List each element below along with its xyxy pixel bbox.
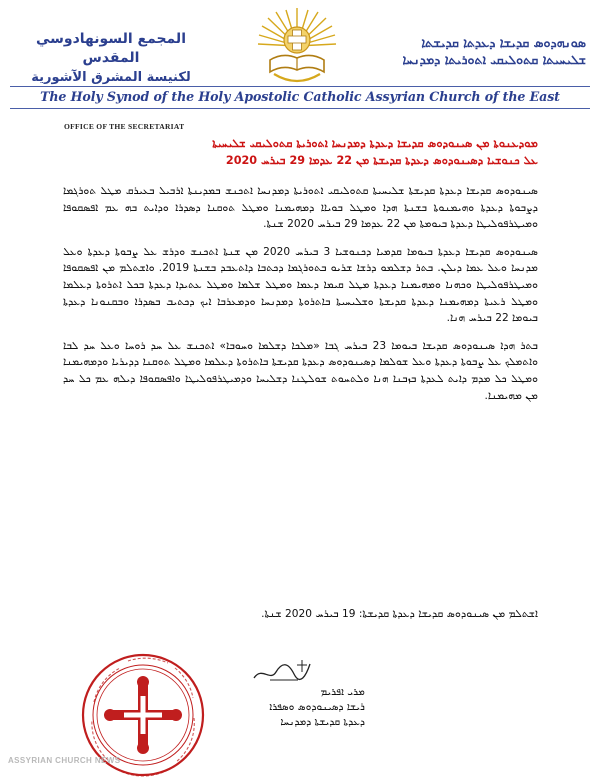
body-paragraph-1: ܣܝܢܘܕܘܣ ܩܕܝܫܐ ܕܥܕܬܐ ܩܕܝܫܬܐ ܫܠܝܚܝܬܐ ܩܬܘܠܝܩܝ ܐܬܘܪܝܬܐ ܕܡܕܢܚܐ ܐܬܟܢܫ ܒܡܕܝܢܬܐ ܐܪܒܝܠ ܒܥܝܪܩ ܡܛܠ ܬܘܪܓܡܐ ܕܨܒܘܬܐ ܕܥܕܬܐ ܘܗܝܡܢܘܬܐ ܒܫܢܬܐ ܗܕܐ ܘܡܛܠ ܒܘܝܐܐ ܕܡܗܝܡܢܐ ܘܡܛܠ ܬܘܩܢܐ ܕܣܕܪܐ ܘܕܐܝܬ ܒܗ ܥܡ ܐܦܣܩܘܦܐ ܘܡܝܛܪܦܘܠܝܛܐ ܕܥܕܬܐ ܒܝܘܡܬܐ ܡܢ 22 ܥܕܡܐ 29 ܒܝܪܚ 2020 ܫܢܬܐ. <box>63 185 538 231</box>
closing-line: ܐܫܬܠܡ ܡܢ ܣܝܢܘܕܘܣ ܩܕܝܫܐ ܕܥܕܬܐ ܩܕܝܫܬܐ: 19 ܒܝܪܚ 2020 ܫܢܬܐ. <box>261 608 538 620</box>
handwritten-signature <box>250 656 314 686</box>
signature-block <box>215 685 365 730</box>
signatory-name: ܡܪܝ ܐܦܪܝܡ <box>320 687 365 698</box>
syriac-header-line1: ܣܘܢܗܕܘܣ ܩܕܝܫܐ ܕܥܕܬܐ ܩܕܝܫܬܐ <box>421 35 586 50</box>
header-rule-bottom <box>10 108 590 109</box>
book-cross-sunburst-icon <box>256 6 338 90</box>
letter-body <box>63 183 538 415</box>
syriac-header <box>376 34 586 68</box>
arabic-header <box>16 30 206 87</box>
office-label: OFFICE OF THE SECRETARIAT <box>64 122 185 131</box>
body-paragraph-3: ܒܬܪ ܗܕܐ ܣܝܢܘܕܘܣ ܩܕܝܫܐ ܒܝܘܡܐ 23 ܒܝܪܚ ܓܒܐ «ܡܠܟܐ ܕܫܠܡܐ ܘܚܘܒܐ» ܐܬܟܢܫ ܥܠ ܚܕ ܪܘܚܐ ܘܥܠ ܚܕ ܠܒܐ ܘܐܬܡܠܟ ܥܠ ܨܒܘܬܐ ܕܥܕܬܐ ܘܥܠ ܫܘܠܡܐ ܕܣܝܢܘܕܘܣ ܕܥܕܬܐ ܩܕܝܫܬܐ ܒܐܬܪܘܬܐ ܕܥܠܡܐ ܘܡܛܠ ܬܘܩܢܐ ܕܕܝܪܝܐ ܘܕܡܗܝܡܢܐ ܘܡܛܠ ܟܠ ܡܕܡ ܕܐܝܬ ܠܥܕܬܐ ܒܙܒܢܐ ܗܢܐ ܘܠܬܚܘܬ ܫܘܠܛܢܐ ܕܫܠܝܚܐ ܘܕܡܝܛܪܦܘܠܝܛܐ ܘܐܦܣܩܘܦܐ ܕܝܠܗ ܥܡ ܟܠ ܚܕ ܡܢ ܡܗܝܡܢܐ. <box>63 339 538 402</box>
signatory-title-line2: ܕܥܕܬܐ ܩܕܝܫܬܐ ܕܡܕܢܚܐ <box>280 717 365 728</box>
arabic-header-line2: لكنيسة المشرق الآشورية <box>31 70 191 85</box>
body-paragraph-2: ܣܝܢܘܕܘܣ ܩܕܝܫܐ ܕܥܕܬܐ ܒܝܘܡܐ ܩܕܡܝܐ ܕܟܢܘܫܝܐ 3 ܒܝܪܚ 2020 ܡܢ ܫܢܬܐ ܐܬܟܢܫ ܘܕܪܫ ܥܠ ܨܒܘܬܐ ܕܥܕܬܐ ܘܥܠ ܡܕܢܚܐ ܘܥܠ ܥܡܐ ܕܝܠܢ. ܒܬܪ ܕܫܠܡܘ ܕܪܫܐ ܫܪܝܘ ܒܬܘܪܓܡܐ ܕܟܬܒܐ ܕܐܬܥܒܕ ܒܫܢܬܐ 2019. ܘܐܫܬܠܡ ܡܢ ܐܦܣܩܘܦܐ ܘܡܝܛܪܦܘܠܝܛܐ ܘܟܗܢܐ ܘܡܗܝܡܢܐ ܕܥܕܬܐ ܡܛܠ ܩܝܡܐ ܕܥܡܐ ܘܡܛܠ ܫܠܡܐ ܘܡܛܠ ܥܬܝܕܐ ܕܥܕܬܐ ܒܟܠ ܐܬܪܘܬܐ ܕܥܠܡܐ ܘܡܛܠ ܪܥܝܬܐ ܕܡܗܝܡܢܐ ܕܥܕܬܐ ܩܕܝܫܬܐ ܘܫܠܝܚܝܬܐ ܒܐܬܪܘܬܐ ܕܡܕܢܚܐ ܘܕܡܥܪܒܐ ܐܝܟ ܕܟܬܝܒ ܒܣܕܪܐ ܘܒܩܢܘܢܐ ܕܥܕܬܐ ܒܝܘܡܐ 22 ܒܝܪܚ ܗܢܐ. <box>63 245 538 325</box>
watermark: ASSYRIAN CHURCH NEWS <box>8 756 121 765</box>
arabic-header-line1: المجمع السونهادوسي المقدس <box>35 31 186 66</box>
subject-line1: ܡܘܕܥܢܘܬܐ ܡܢ ܣܝܢܘܕܘܣ ܩܕܝܫܐ ܕܥܕܬܐ ܕܡܕܢܚܐ ܐܬܘܪܝܬܐ ܩܬܘܠܝܩܝ ܫܠܝܚܝܬܐ <box>212 137 538 150</box>
english-synod-title: The Holy Synod of the Holy Apostolic Catholic Assyrian Church of the East <box>40 89 560 104</box>
header-rule-top <box>10 86 590 87</box>
subject-line2: ܥܠ ܟܢܘܫܝܐ ܕܣܝܢܘܕܘܣ ܕܥܕܬܐ ܩܕܝܫܬܐ ܡܢ 22 ܥܕܡܐ 29 ܒܝܪܚ 2020 <box>225 154 538 167</box>
syriac-header-line2: ܫܠܝܚܝܬܐ ܩܬܘܠܝܩܝ ܐܬܘܪܝܬܐ ܕܡܕܢܚܐ <box>402 52 586 67</box>
signatory-title-line1: ܪܝܫܐ ܕܣܝܢܘܕܘܣ ܘܣܦܪܐ <box>269 702 365 713</box>
subject-block <box>48 135 538 169</box>
